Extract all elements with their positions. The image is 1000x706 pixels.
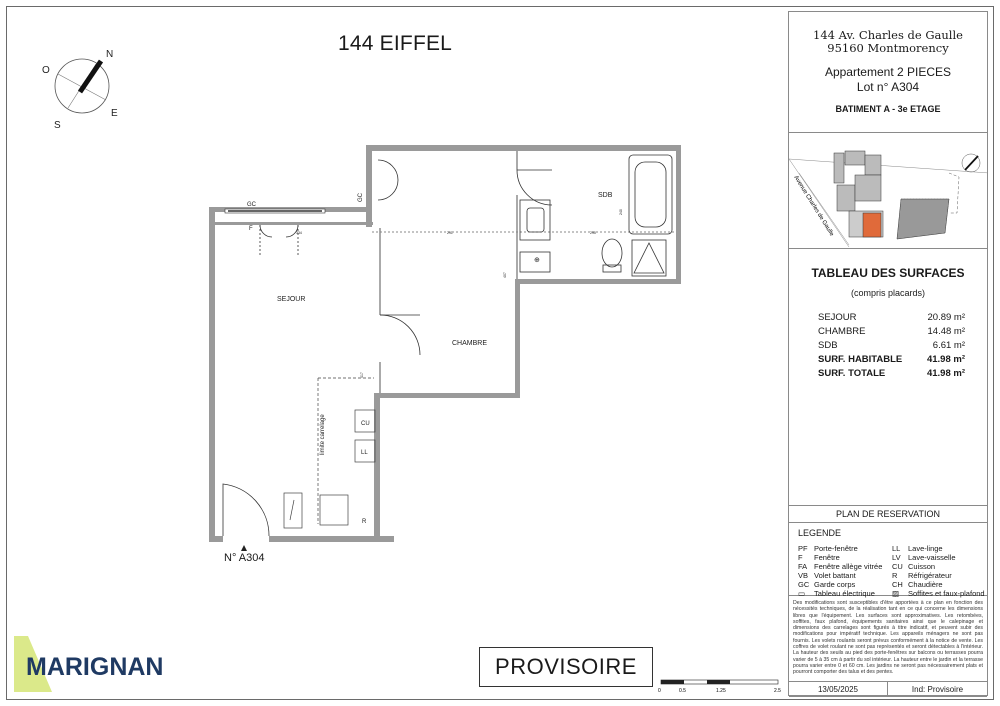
legend-item: F Fenêtre xyxy=(798,553,840,562)
limite-carrelage: limite carrelage xyxy=(320,414,326,455)
disclaimer-text: Des modifications sont susceptibles d'être apportées à ce plan en fonction des nécessités techniques, de la réalisation tant en ce qui concerne les dimensions libres que l'équipement. Les surfaces sont approximatives. Les retombées, soffites, faux plafond, équipements sanitaires ainsi que le calepinage et dimensions des carrelages sont figurés à titre indicatif, et peuvent subir des modifications pour impératif technique. Les appareils ménagers ne sont pas fournis. Les volets roulants seront prévus conformément à la notice de vente. Les coffres de volet roulant ne sont pas représentés et seront détectables à l'intérieur. La hauteur des seuils au pied des porte-fenêtres sur balcons ou terrasses pourra varier de 5 à 35 cm à partir du sol intérieur. La hauteur entre le jardin et la terrasse pourra varier entre 0 et 60 cm. Les jardins ne seront pas nécessairement plats et pourront comporter des talus et des pentes. xyxy=(793,600,983,676)
surface-row-habitable xyxy=(818,354,965,365)
surface-row xyxy=(818,312,965,323)
surface-label: CHAMBRE xyxy=(818,326,866,337)
dim-407: 407 xyxy=(503,272,507,278)
surface-value: 14.48 m² xyxy=(927,326,965,337)
compass xyxy=(42,49,118,131)
site-street-name: Avenue Charles de Gaulle xyxy=(792,174,835,238)
dim-417: 417 xyxy=(360,372,364,378)
building-floor: BATIMENT A - 3e ETAGE xyxy=(835,104,941,114)
legend-item: CH Chaudière xyxy=(892,580,943,589)
lot-number: Lot n° A304 xyxy=(856,80,920,94)
address-line1: 144 Av. Charles de Gaulle xyxy=(813,28,963,42)
footer-index: Ind: Provisoire xyxy=(911,684,964,694)
legend-item: R Réfrigérateur xyxy=(892,571,952,580)
surfaces-subtitle: (compris placards) xyxy=(850,288,926,298)
cartouche-panel xyxy=(788,11,988,696)
dim-295: 295 xyxy=(590,231,596,235)
disclaimer-block xyxy=(789,596,987,682)
address-block xyxy=(789,12,987,133)
site-plan xyxy=(789,133,987,249)
legend-item: VB Volet battant xyxy=(798,571,856,580)
legend-item: ▨ Soffites et faux-plafond xyxy=(892,589,985,598)
room-sejour: SEJOUR xyxy=(277,296,306,303)
legend-item: ▭ Tableau électrique xyxy=(798,589,875,598)
compass-west: O xyxy=(42,65,50,76)
dim-334: 334 xyxy=(296,231,302,235)
code-ll: LL xyxy=(361,450,368,456)
reservation-title: PLAN DE RESERVATION xyxy=(835,509,941,519)
provisoire-stamp: PROVISOIRE xyxy=(479,647,653,687)
scale-0: 0 xyxy=(658,688,661,694)
project-title: 144 EIFFEL xyxy=(338,32,453,55)
lot-arrow-icon xyxy=(241,545,247,551)
surface-row xyxy=(818,326,965,337)
room-sdb: SDB xyxy=(598,192,613,199)
surface-value: 6.61 m² xyxy=(932,340,965,351)
surface-label: SURF. HABITABLE xyxy=(818,354,903,365)
lot-marker: N° A304 xyxy=(224,552,265,564)
code-cu: CU xyxy=(361,421,370,427)
surface-label: SDB xyxy=(818,340,838,351)
brand-name: MARIGNAN xyxy=(26,653,164,681)
surface-value: 41.98 m² xyxy=(926,368,965,379)
boiler-symbol: ⊕ xyxy=(534,257,540,264)
surfaces-table xyxy=(789,249,987,506)
legend-title: LEGENDE xyxy=(798,528,842,538)
divider xyxy=(789,522,987,523)
legend-item: LV Lave-vaisselle xyxy=(892,553,956,562)
legend-left xyxy=(798,544,882,598)
reservation-block xyxy=(789,506,987,596)
scale-bar xyxy=(658,676,786,698)
code-gc-2: GC xyxy=(358,193,364,202)
surface-label: SEJOUR xyxy=(818,312,857,323)
scale-125: 1.25 xyxy=(716,688,726,694)
footer-row xyxy=(789,682,987,697)
address-line2: 95160 Montmorency xyxy=(827,41,949,55)
surface-label: SURF. TOTALE xyxy=(818,368,886,379)
legend-item: LL Lave-linge xyxy=(892,544,943,553)
walls xyxy=(209,145,681,542)
code-f: F xyxy=(249,226,253,232)
scale-25: 2.5 xyxy=(774,688,781,694)
compass-north: N xyxy=(106,49,114,60)
doors xyxy=(223,160,552,536)
compass-east: E xyxy=(111,108,118,119)
surface-value: 20.89 m² xyxy=(927,312,965,323)
surface-row-totale xyxy=(818,368,965,379)
legend-item: CU Cuisson xyxy=(892,562,936,571)
legend-item: FA Fenêtre allège vitrée xyxy=(798,562,883,571)
legend-item: GC Garde corps xyxy=(798,580,856,589)
footer-date: 13/05/2025 xyxy=(789,682,888,696)
guardrail xyxy=(228,210,322,212)
dim-240: 240 xyxy=(619,209,623,215)
surface-value: 41.98 m² xyxy=(926,354,965,365)
scale-05: 0.5 xyxy=(679,688,686,694)
code-r: R xyxy=(362,519,367,525)
site-plan-drawing xyxy=(789,133,987,247)
hatch-icon: ▨ xyxy=(892,589,900,598)
room-chambre: CHAMBRE xyxy=(452,340,488,347)
surface-row xyxy=(818,340,965,351)
apartment-type: Appartement 2 PIECES xyxy=(824,65,952,79)
electric-panel-icon: ▭ xyxy=(798,589,806,598)
surfaces-title: TABLEAU DES SURFACES xyxy=(811,266,965,280)
dim-291: 291 xyxy=(447,231,453,235)
bathroom-fixtures xyxy=(520,155,672,276)
marignan-logo xyxy=(14,636,186,692)
code-gc: GC xyxy=(247,202,256,208)
compass-south: S xyxy=(54,120,61,131)
legend-item: PF Porte-fenêtre xyxy=(798,544,858,553)
legend-right xyxy=(892,544,985,598)
